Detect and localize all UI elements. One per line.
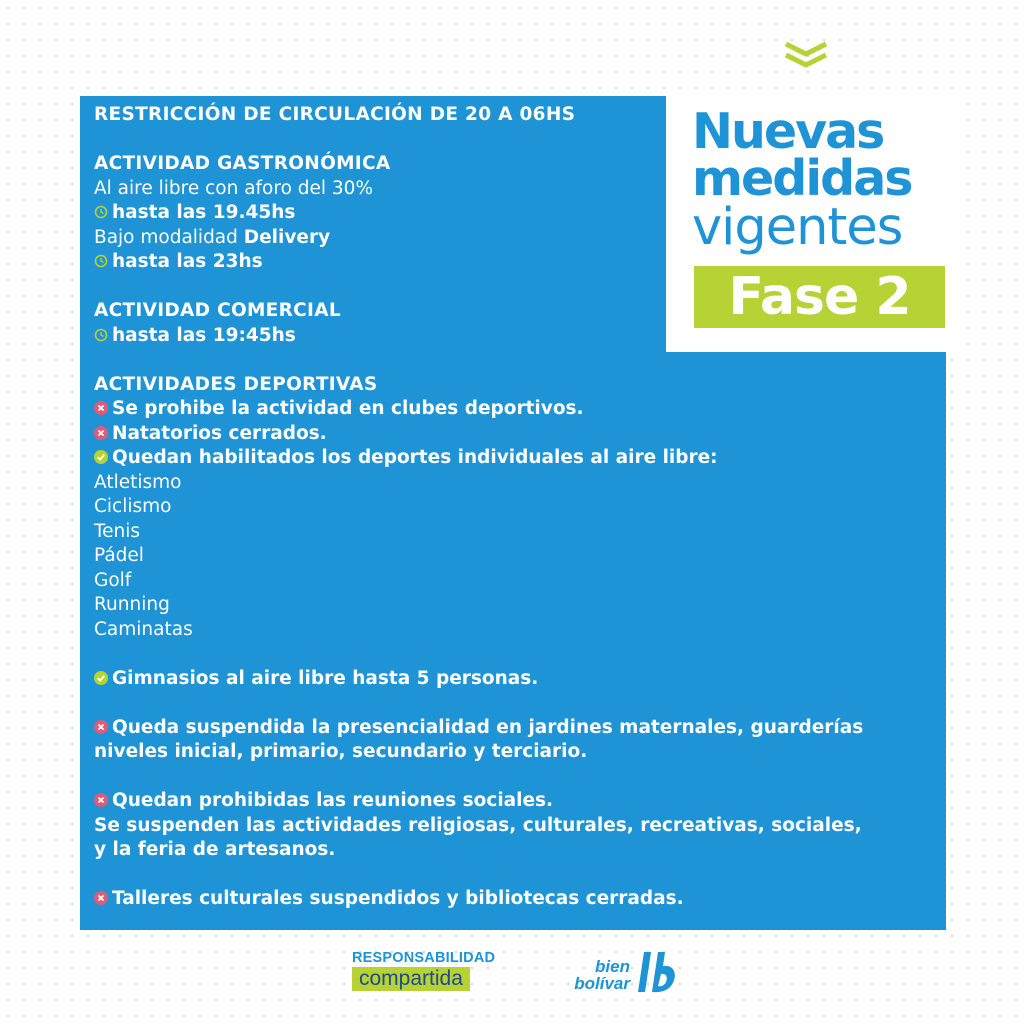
sport-item: Tenis [94, 520, 141, 542]
restriction-heading: RESTRICCIÓN DE CIRCULACIÓN DE 20 A 06HS [94, 104, 576, 125]
gastronomica-line: Al aire libre con aforo del 30% [94, 177, 374, 199]
phase-badge: Fase 2 [694, 266, 945, 328]
deportivas-item [94, 422, 934, 447]
clock-icon [94, 254, 108, 268]
cross-circle-icon [94, 793, 108, 807]
headline-line1: Nuevas [692, 103, 884, 160]
bb-logo-mark [632, 946, 676, 1000]
deportivas-heading: ACTIVIDADES DEPORTIVAS [94, 373, 378, 395]
sport-item: Pádel [94, 545, 144, 566]
bb-line2: bolívar [574, 974, 630, 993]
cross-circle-icon [94, 720, 108, 734]
cross-circle-icon [94, 401, 108, 415]
reuniones-line3: y la feria de artesanos. [94, 839, 336, 860]
talleres-item [94, 887, 934, 912]
rc-top-text: RESPONSABILIDAD [352, 950, 496, 966]
gastronomica-line [94, 250, 934, 275]
reuniones-item [94, 789, 934, 814]
educacion-item [94, 716, 934, 741]
gastronomica-line [94, 201, 934, 226]
bien-bolivar-logo [558, 950, 678, 996]
gimnasios-text: Gimnasios al aire libre hasta 5 personas. [112, 667, 539, 689]
time-label: hasta las 19.45hs [112, 202, 296, 223]
cross-circle-icon [94, 426, 108, 440]
responsabilidad-compartida-logo [352, 950, 495, 991]
cross-circle-icon [94, 891, 108, 905]
delivery-label: Delivery [243, 226, 331, 248]
measures-list [94, 103, 934, 912]
sport-item: Ciclismo [94, 496, 172, 517]
deportivas-item-text: Quedan habilitados los deportes individuales al aire libre: [112, 447, 718, 468]
chevron-down-icon [784, 40, 828, 74]
deportivas-item [94, 397, 934, 422]
educacion-text: Queda suspendida la presencialidad en jardines maternales, guarderías [112, 716, 864, 738]
reuniones-line2: Se suspenden las actividades religiosas, culturales, recreativas, sociales, [94, 814, 862, 836]
comercial-heading: ACTIVIDAD COMERCIAL [94, 300, 341, 321]
clock-icon [94, 205, 108, 219]
gastronomica-heading: ACTIVIDAD GASTRONÓMICA [94, 153, 391, 174]
time-label: hasta las 19:45hs [112, 324, 296, 346]
gastronomica-line [94, 226, 934, 251]
talleres-text: Talleres culturales suspendidos y bibliotecas cerradas. [112, 888, 684, 909]
headline-line2: medidas [692, 150, 912, 207]
sport-item: Atletismo [94, 471, 182, 493]
delivery-pre: Bajo modalidad [94, 226, 244, 248]
bb-line1: bien [595, 957, 630, 976]
sport-item: Golf [94, 569, 132, 591]
rc-bottom-text: compartida [352, 967, 470, 991]
deportivas-item-text: Natatorios cerrados. [112, 422, 327, 444]
educacion-line2: niveles inicial, primario, secundario y terciario. [94, 741, 588, 762]
check-circle-icon [94, 450, 108, 464]
bb-wordmark [558, 958, 630, 992]
time-label: hasta las 23hs [112, 251, 263, 272]
sport-item: Running [94, 594, 170, 615]
sport-item: Caminatas [94, 618, 193, 640]
deportivas-item [94, 446, 934, 471]
deportivas-item-text: Se prohibe la actividad en clubes deportivos. [112, 398, 584, 419]
comercial-line [94, 324, 934, 349]
check-circle-icon [94, 671, 108, 685]
headline-line3: vigentes [692, 198, 903, 257]
clock-icon [94, 328, 108, 342]
gimnasios-item [94, 667, 934, 692]
reuniones-text: Quedan prohibidas las reuniones sociales. [112, 790, 554, 811]
